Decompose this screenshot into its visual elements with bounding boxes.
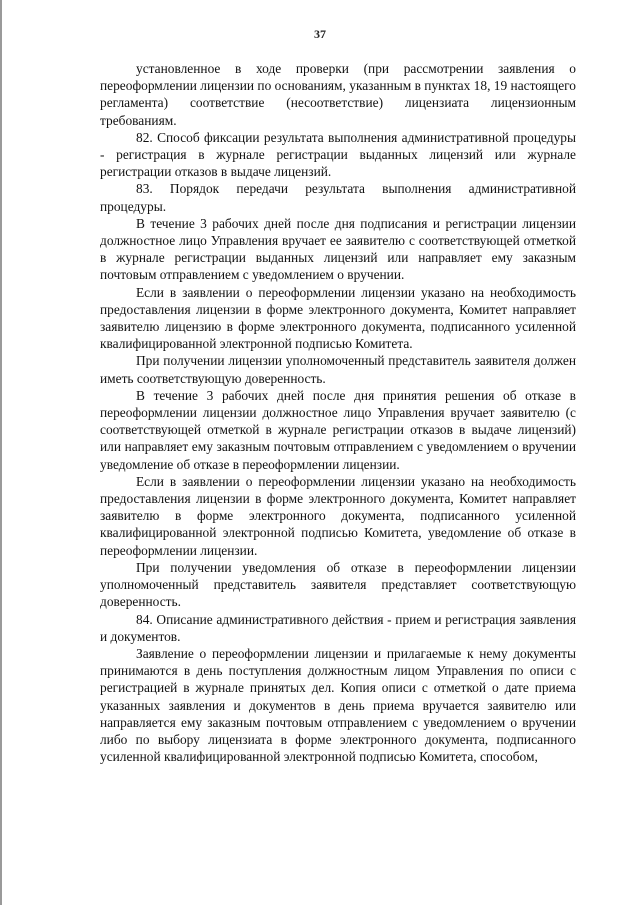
paragraph: Если в заявлении о переоформлении лицензии указано на необходимость предоставления лицензии в форме электронного документа, Комитет направляет заявителю лицензию в форме электронного документа, подписанного усиленной квалифицированной электронной подписью Комитета. (100, 284, 576, 352)
paragraph: В течение 3 рабочих дней после дня подписания и регистрации лицензии должностное лицо Управления вручает ее заявителю с соответствующей отметкой в журнале регистрации выданных лицензий или направляет ему заказным почтовым отправлением с уведомлением о вручении. (100, 215, 576, 283)
paragraph: В течение 3 рабочих дней после дня принятия решения об отказе в переоформлении лицензии должностное лицо Управления вручает заявителю (с соответствующей отметкой в журнале регистрации отказов в выдаче лицензий) или направляет ему заказным почтовым отправлением с уведомлением о вручении уведомление об отказе в переоформлении лицензии. (100, 387, 576, 472)
page-edge (0, 0, 2, 905)
document-body (100, 60, 576, 765)
paragraph: Заявление о переоформлении лицензии и прилагаемые к нему документы принимаются в день поступления должностным лицом Управления по описи с регистрацией в журнале принятых дел. Копия описи с отметкой о дате приема указанных заявления и документов в день приема вручается заявителю или направляется ему заказным почтовым отправлением с уведомлением о вручении либо по выбору лицензиата в форме электронного документа, подписанного усиленной квалифицированной электронной подписью Комитета, способом, (100, 645, 576, 765)
page-number: 37 (314, 27, 326, 41)
paragraph-84: 84. Описание административного действия - прием и регистрация заявления и документов. (100, 611, 576, 644)
paragraph: установленное в ходе проверки (при рассмотрении заявления о переоформлении лицензии по основаниям, указанным в пунктах 18, 19 настоящего регламента) соответствие (несоответствие) лицензиата лицензионным требованиям. (100, 61, 576, 128)
paragraph: При получении уведомления об отказе в переоформлении лицензии уполномоченный представитель заявителя представляет соответствующую доверенность. (100, 559, 576, 610)
paragraph: При получении лицензии уполномоченный представитель заявителя должен иметь соответствующую доверенность. (100, 353, 576, 386)
paragraph: Если в заявлении о переоформлении лицензии указано на необходимость предоставления лицензии в форме электронного документа, Комитет направляет заявителю в форме электронного документа, подписанного усиленной квалифицированной электронной подписью Комитета, уведомление об отказе в переоформлении лицензии. (100, 473, 576, 558)
paragraph-83: 83. Порядок передачи результата выполнения административной процедуры. (100, 181, 576, 214)
paragraph-82: 82. Способ фиксации результата выполнения административной процедуры - регистрация в журнале регистрации выданных лицензий или журнале регистрации отказов в выдаче лицензий. (100, 129, 576, 180)
